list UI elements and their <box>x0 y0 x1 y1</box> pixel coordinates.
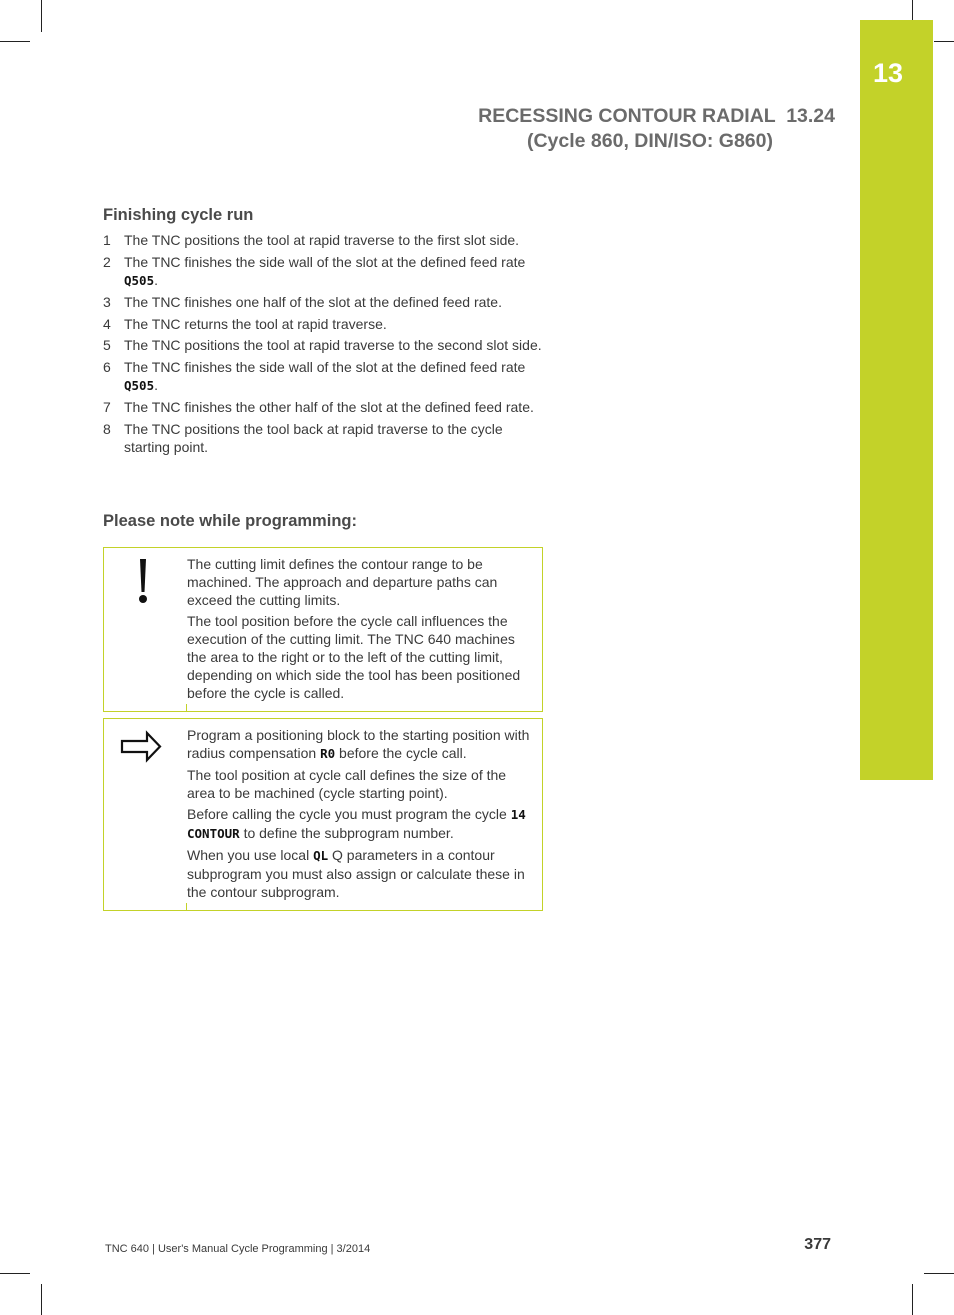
note-divider <box>186 903 187 911</box>
header-subtitle: (Cycle 860, DIN/ISO: G860) <box>526 130 773 152</box>
step-list <box>103 231 548 459</box>
page-number: 377 <box>804 1236 831 1253</box>
list-item <box>103 231 548 249</box>
header-title: RECESSING CONTOUR RADIAL 13.24 <box>478 105 835 127</box>
crop-mark <box>912 1284 913 1315</box>
step-text: The TNC finishes the other half of the slot at the defined feed rate. <box>124 399 534 415</box>
crop-mark <box>0 41 30 42</box>
step-text: The TNC positions the tool at rapid traverse to the first slot side. <box>124 232 520 248</box>
list-item <box>103 358 548 395</box>
crop-mark <box>41 1284 42 1315</box>
list-item <box>103 253 548 290</box>
step-number: 6 <box>103 358 111 375</box>
step-number: 2 <box>103 253 111 270</box>
arrow-right-icon <box>104 719 186 779</box>
step-text: The TNC returns the tool at rapid traverse. <box>124 315 387 332</box>
note-icon-column <box>104 719 186 910</box>
parameter-code: R0 <box>320 746 336 761</box>
warning-note <box>103 547 543 712</box>
step-text: The TNC finishes the side wall of the slot at the defined feed rate Q505. <box>124 253 526 288</box>
note-paragraph: The cutting limit defines the contour range to be machined. The approach and departure paths can exceed the cutting limits. <box>187 556 498 608</box>
step-text: The TNC finishes the side wall of the slot at the defined feed rate Q505. <box>124 358 526 393</box>
exclamation-icon <box>104 548 186 618</box>
list-item <box>103 293 548 311</box>
step-number: 5 <box>103 337 111 353</box>
section-heading-finishing: Finishing cycle run <box>103 206 254 224</box>
crop-mark <box>41 0 42 32</box>
note-paragraph: Before calling the cycle you must program the cycle 14 CONTOUR to define the subprogram number. <box>187 806 526 841</box>
crop-mark <box>912 0 913 20</box>
step-number: 4 <box>103 315 111 332</box>
step-number: 3 <box>103 294 111 310</box>
chapter-tab <box>860 20 933 780</box>
list-item <box>103 420 548 456</box>
note-paragraph: The tool position before the cycle call influences the execution of the cutting limit. The TNC 640 machines the area to the right or to the left of the cutting limit, depending on which side the tool has been positioned before the cycle is called. <box>187 613 521 701</box>
note-paragraph: The tool position at cycle call defines the size of the area to be machined (cycle starting point). <box>187 767 507 801</box>
note-divider <box>186 704 187 712</box>
crop-mark <box>0 1273 30 1274</box>
note-paragraph: Program a positioning block to the starting position with radius compensation R0 before the cycle call. <box>187 727 530 761</box>
note-body <box>187 548 542 711</box>
step-number: 1 <box>103 232 111 248</box>
parameter-code: QL <box>313 848 329 863</box>
note-paragraph: When you use local QL Q parameters in a contour subprogram you must also assign or calculate these in the contour subprogram. <box>187 847 525 900</box>
note-body <box>187 719 542 910</box>
step-text: The TNC finishes one half of the slot at the defined feed rate. <box>124 294 502 310</box>
running-header <box>315 104 835 154</box>
step-number: 7 <box>103 399 111 415</box>
section-heading-notes: Please note while programming: <box>103 512 357 530</box>
crop-mark <box>924 1273 954 1274</box>
parameter-code: Q505 <box>124 272 155 288</box>
step-text: The TNC positions the tool back at rapid traverse to the cycle starting point. <box>124 420 503 455</box>
parameter-code: 14 CONTOUR <box>187 807 526 841</box>
note-icon-column <box>104 548 186 711</box>
parameter-code: Q505 <box>124 377 155 393</box>
step-number: 8 <box>103 420 111 437</box>
page-footer: TNC 640 | User's Manual Cycle Programming | 3/2014 <box>105 1243 371 1255</box>
step-text: The TNC positions the tool at rapid traverse to the second slot side. <box>124 337 542 353</box>
list-item <box>103 336 548 354</box>
hint-note <box>103 718 543 911</box>
list-item <box>103 315 548 333</box>
chapter-number: 13 <box>873 58 904 88</box>
list-item <box>103 398 548 416</box>
crop-mark <box>934 41 954 42</box>
